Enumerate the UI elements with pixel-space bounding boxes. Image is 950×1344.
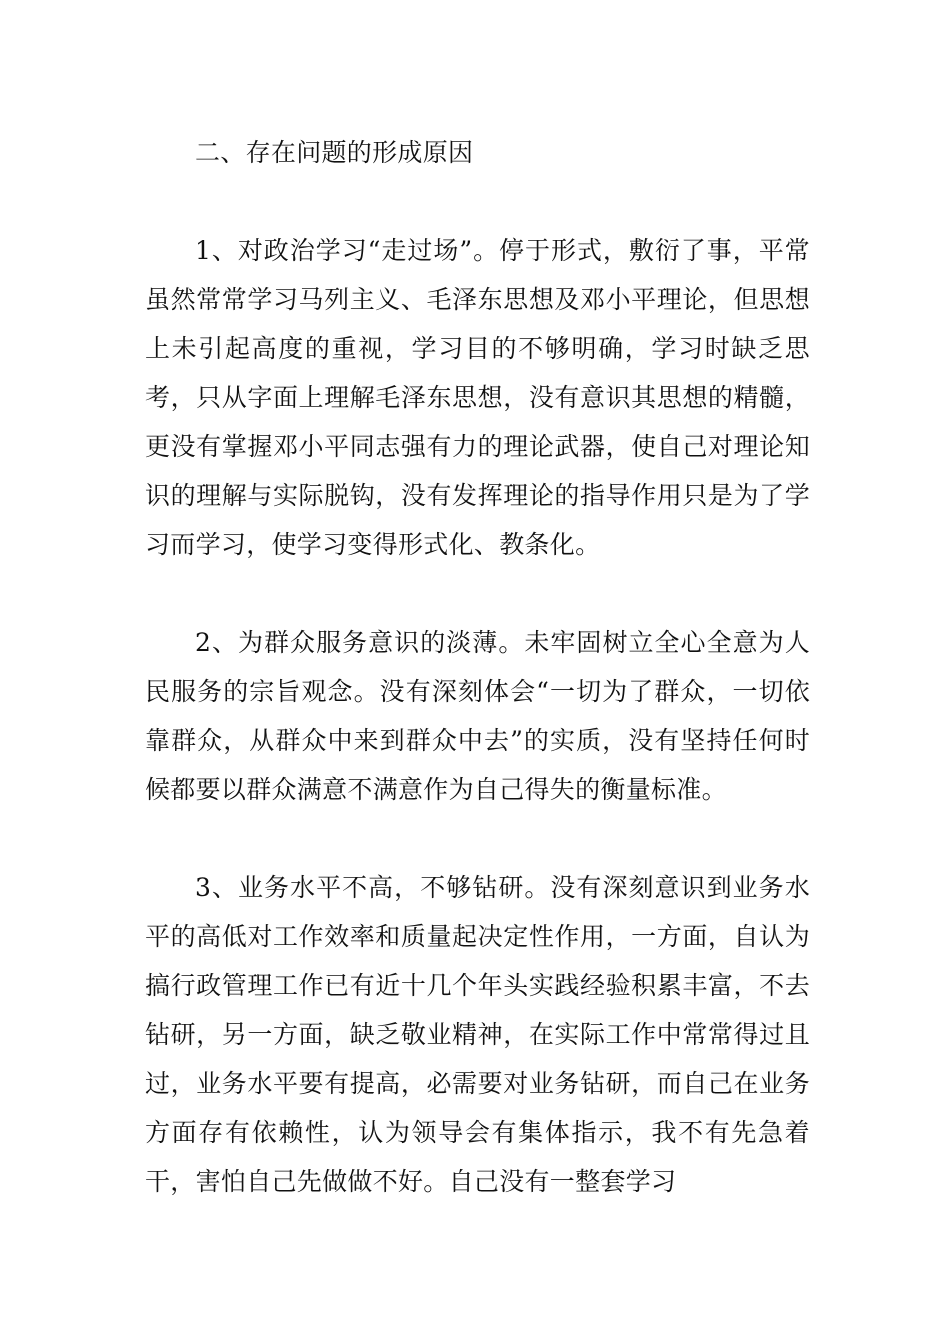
document-body [145, 128, 810, 1206]
section-heading: 二、存在问题的形成原因 [195, 138, 474, 167]
paragraph-2: 2、为群众服务意识的淡薄。未牢固树立全心全意为人民服务的宗旨观念。没有深刻体会“一切为了群众，一切依靠群众，从群众中来到群众中去”的实质，没有坚持任何时候都要以群众满意不满意作为自己得失的衡量标准。 [145, 628, 810, 804]
paragraph-3: 3、业务水平不高，不够钻研。没有深刻意识到业务水平的高低对工作效率和质量起决定性作用，一方面，自认为搞行政管理工作已有近十几个年头实践经验积累丰富，不去钻研，另一方面，缺乏敬业精神，在实际工作中常常得过且过，业务水平要有提高，必需要对业务钻研，而自己在业务方面存有依赖性，认为领导会有集体指示，我不有先急着干，害怕自己先做做不好。自己没有一整套学习 [145, 873, 810, 1196]
paragraph-1: 1、对政治学习“走过场”。停于形式，敷衍了事，平常虽然常常学习马列主义、毛泽东思想及邓小平理论，但思想上未引起高度的重视，学习目的不够明确，学习时缺乏思考，只从字面上理解毛泽东思想，没有意识其思想的精髓，更没有掌握邓小平同志强有力的理论武器，使自己对理论知识的理解与实际脱钩，没有发挥理论的指导作用只是为了学习而学习，使学习变得形式化、教条化。 [145, 236, 810, 559]
